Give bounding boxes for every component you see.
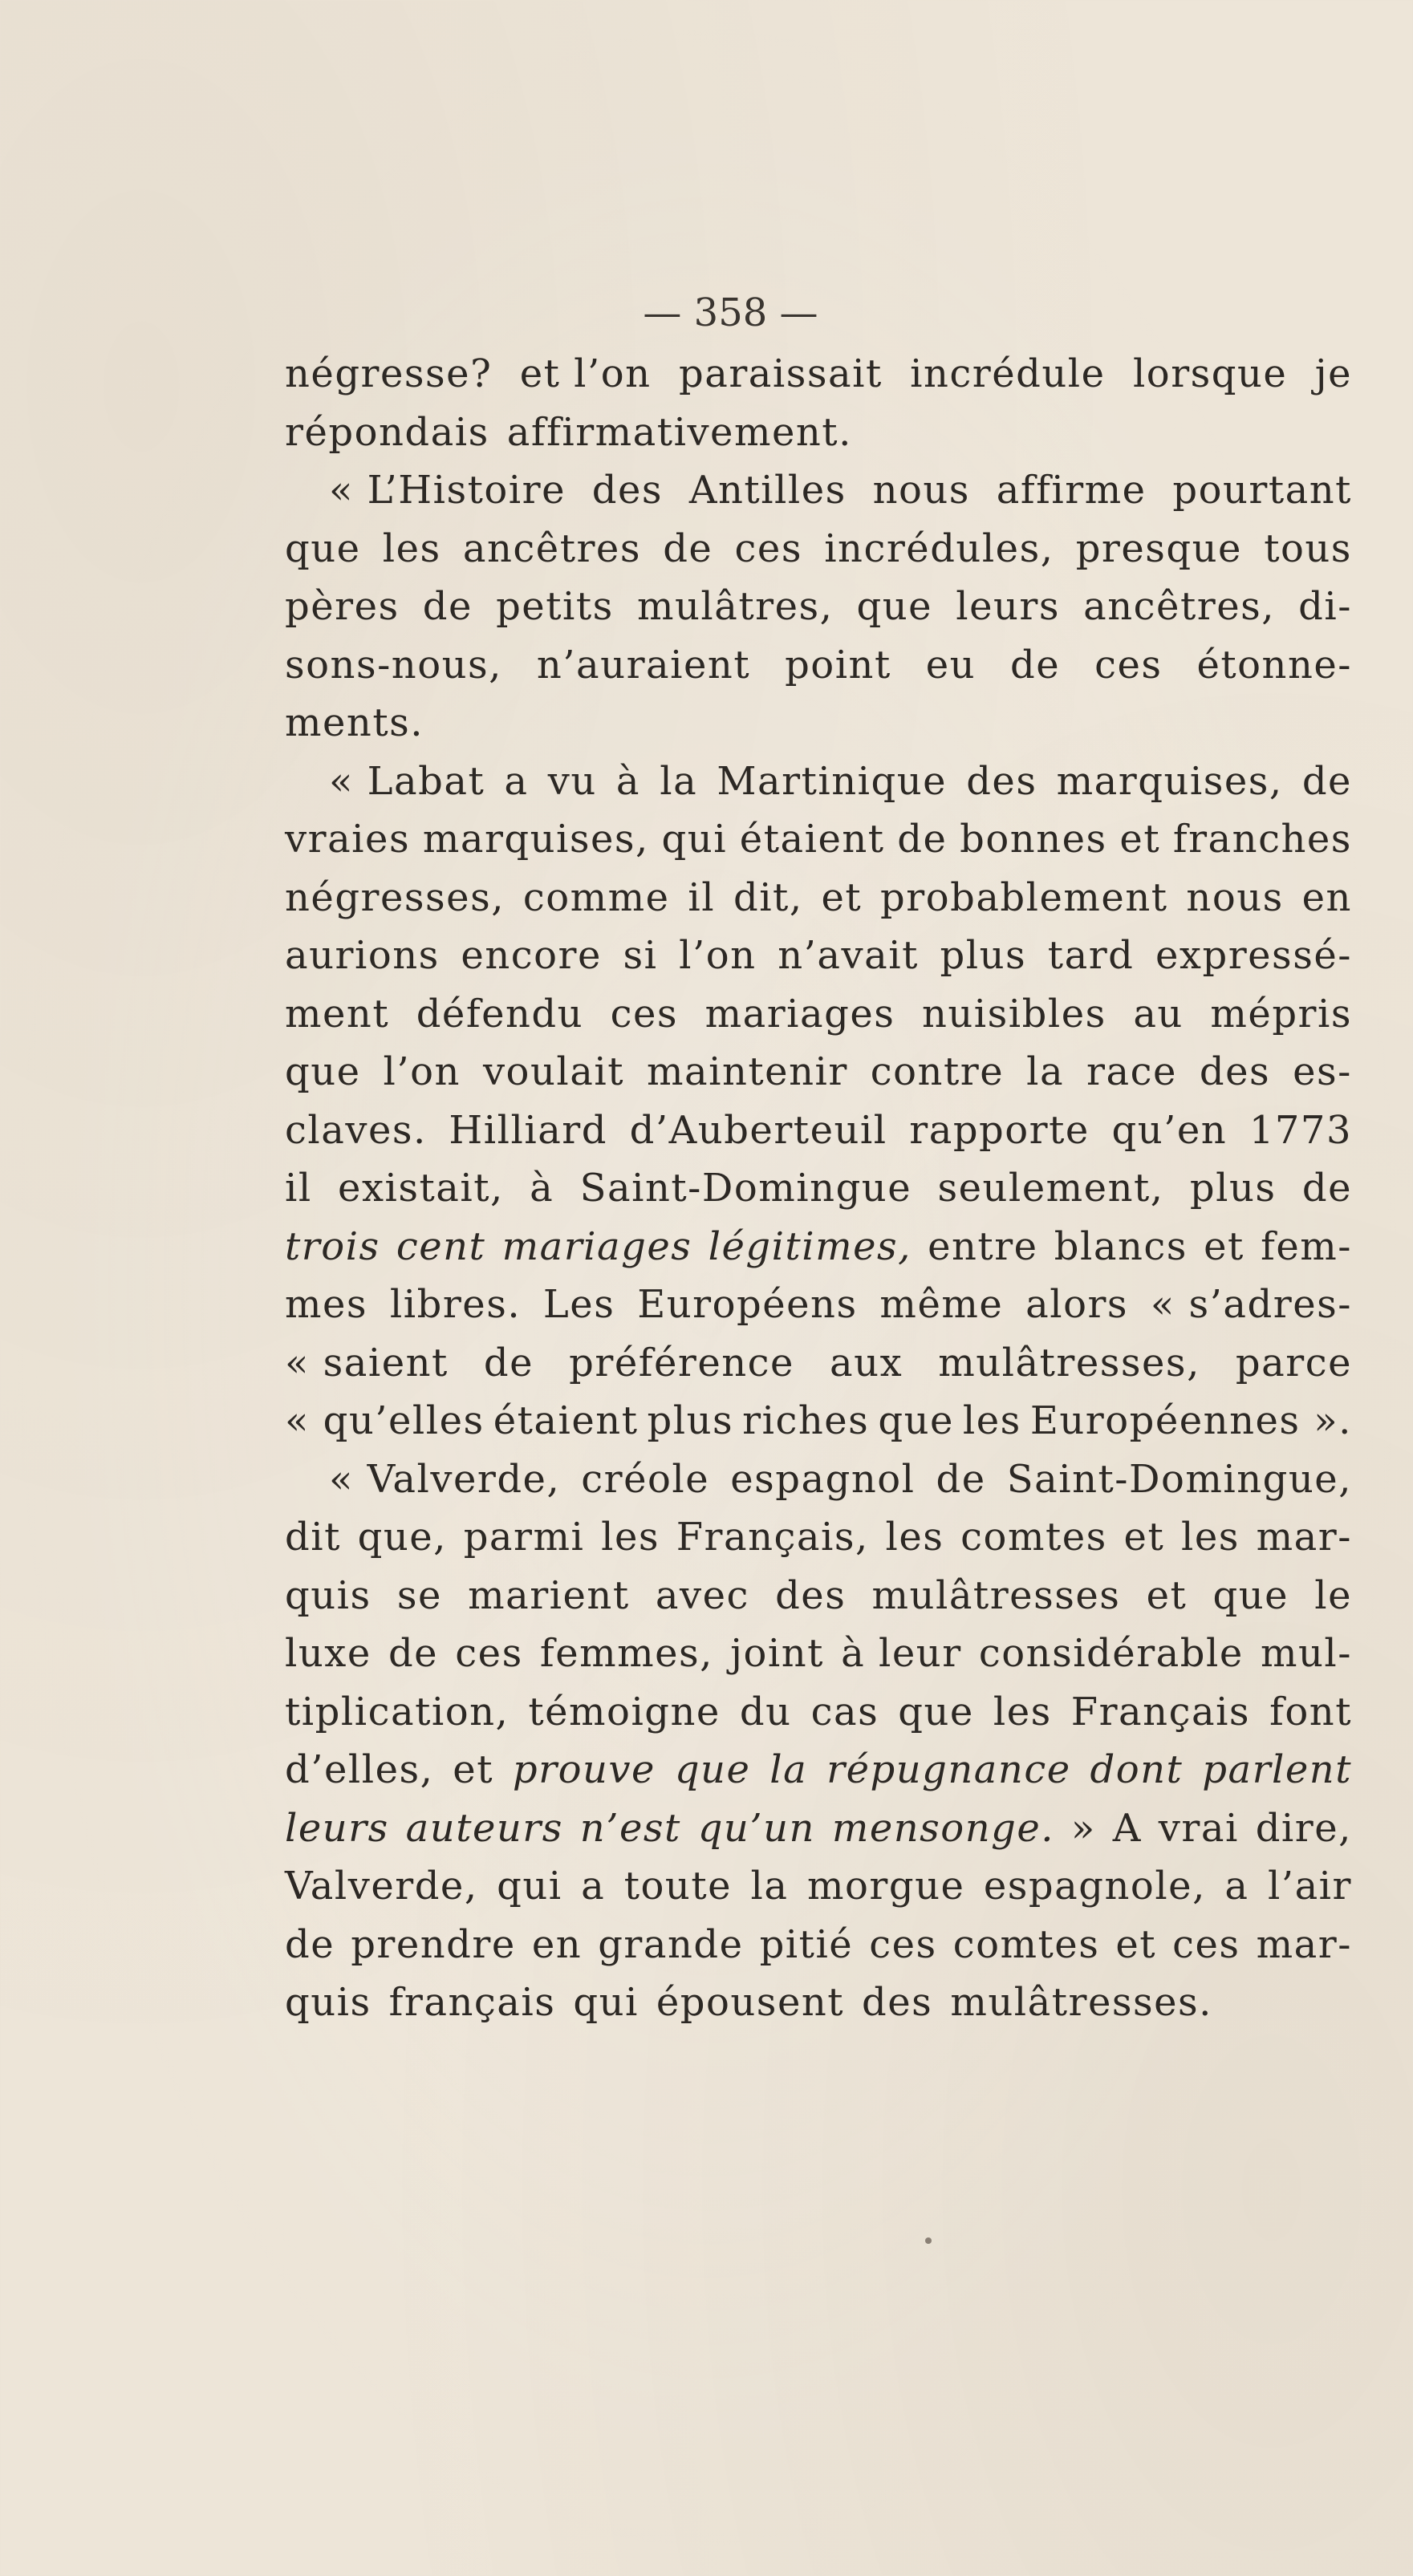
text-line (285, 1334, 1352, 1393)
word: toute (623, 1864, 733, 1909)
word: même (879, 1282, 1004, 1327)
word: marquises, (1056, 758, 1283, 804)
word: créole (581, 1456, 710, 1502)
word: auteurs (405, 1805, 563, 1851)
word: quis (285, 1980, 372, 2025)
word: probablement (880, 874, 1168, 920)
text-line (285, 1101, 1352, 1160)
text-line (285, 927, 1352, 985)
word: plus (940, 933, 1027, 978)
text-line (285, 1799, 1352, 1858)
word: affirme (996, 468, 1147, 513)
word: mépris (1210, 991, 1352, 1036)
word: négresses, (285, 874, 505, 920)
text-line (285, 1916, 1352, 1974)
word: comme (522, 874, 670, 920)
word: l’air (1267, 1864, 1352, 1909)
word: qui (661, 817, 728, 862)
word: étonne- (1196, 642, 1352, 688)
word: de (422, 584, 473, 629)
text-line (285, 1974, 1352, 2032)
word: les (1180, 1515, 1240, 1560)
word: mes (285, 1282, 368, 1327)
word: n’avait (778, 933, 919, 978)
word: joint (730, 1631, 824, 1676)
word: et (453, 1747, 493, 1792)
word: vraies (285, 817, 411, 862)
word: dont (1090, 1747, 1184, 1792)
word: mensonge. (831, 1805, 1054, 1851)
word: Européens (637, 1282, 858, 1327)
word: ancêtres (462, 525, 641, 571)
word: cent (396, 1223, 486, 1269)
word: comtes (960, 1515, 1107, 1560)
word: négresse? (285, 351, 493, 396)
word: marient (468, 1572, 630, 1618)
word: le (1314, 1572, 1352, 1618)
word: parmi (463, 1515, 585, 1560)
word: mulâtresses. (950, 1980, 1212, 2025)
word: di- (1298, 584, 1352, 629)
word: claves. (285, 1107, 427, 1153)
word: « Labat (329, 758, 485, 804)
word: à leur (841, 1631, 962, 1676)
word: Saint-Domingue, (1006, 1456, 1352, 1502)
word: Valverde, (285, 1864, 478, 1909)
text-line (285, 810, 1352, 869)
word: a (1224, 1864, 1249, 1909)
word: d’Auberteuil (629, 1107, 887, 1153)
word: mariages (704, 991, 895, 1036)
word: tous (1264, 525, 1352, 571)
word: ments. (285, 700, 424, 745)
word: de (663, 525, 713, 571)
word: parlent (1202, 1747, 1352, 1792)
word: femmes, (539, 1631, 713, 1676)
word: témoigne (528, 1689, 721, 1734)
word: mulâtres, (636, 584, 834, 629)
word: au (1133, 991, 1184, 1036)
word: français (388, 1980, 556, 2025)
word: des (966, 758, 1037, 804)
word: les (382, 525, 441, 571)
word: plus (1189, 1166, 1277, 1211)
word: sons-nous, (285, 642, 502, 688)
word: morgue (806, 1864, 965, 1909)
text-line (285, 404, 1352, 462)
word: mar- (1256, 1921, 1352, 1967)
word: en (1301, 874, 1352, 920)
word: « saient (285, 1340, 449, 1385)
word: et (1146, 1572, 1188, 1618)
word: font (1269, 1689, 1352, 1734)
text-line (285, 1218, 1352, 1276)
word: qui (497, 1864, 562, 1909)
word: et (1204, 1223, 1244, 1269)
word: seulement, (937, 1166, 1164, 1211)
word: » (1070, 1805, 1096, 1851)
word: vrai (1158, 1805, 1239, 1851)
word: voulait (482, 1049, 624, 1094)
word: ces (455, 1631, 523, 1676)
word: du (739, 1689, 792, 1734)
word: pitié (759, 1921, 854, 1967)
word: bonnes (960, 817, 1107, 862)
word: la (769, 1747, 808, 1792)
word: a (504, 758, 529, 804)
word: entre (928, 1223, 1038, 1269)
text-line (285, 636, 1352, 695)
word: tard (1047, 933, 1135, 978)
text-line (285, 1741, 1352, 1799)
word: Martinique (717, 758, 948, 804)
word: lorsque (1132, 351, 1288, 396)
word: libres. (389, 1282, 522, 1327)
text-line (285, 869, 1352, 927)
word: prendre (351, 1921, 516, 1967)
word: alors (1025, 1282, 1129, 1327)
word: prouve (512, 1747, 656, 1792)
word: je (1314, 351, 1352, 396)
word: à (530, 1166, 554, 1211)
word: de (1009, 642, 1061, 688)
word: maintenir (646, 1049, 848, 1094)
word: « s’adres- (1150, 1282, 1352, 1327)
word: mulâtresses, (938, 1340, 1200, 1385)
word: de (388, 1631, 439, 1676)
word: légitimes, (708, 1223, 912, 1269)
word: les (993, 1689, 1052, 1734)
word: 1773 (1249, 1107, 1352, 1153)
word: blancs (1054, 1223, 1188, 1269)
word: et (1123, 1515, 1165, 1560)
word: étaient (739, 817, 885, 862)
word: ancêtres, (1083, 584, 1275, 629)
word: de (1301, 758, 1352, 804)
word: « L’Histoire (329, 468, 566, 513)
word: qu’en (1111, 1107, 1228, 1153)
text-line (285, 1508, 1352, 1567)
word: Saint-Domingue (579, 1166, 912, 1211)
word: A (1112, 1805, 1142, 1851)
text-line (285, 1276, 1352, 1334)
word: considérable (978, 1631, 1244, 1676)
word: si (623, 933, 658, 978)
word: comtes (952, 1921, 1100, 1967)
word: l’on (383, 1049, 461, 1094)
word: d’elles, (285, 1747, 434, 1792)
word: mulâtresses (871, 1572, 1121, 1618)
word: que (285, 1049, 361, 1094)
word: franches (1172, 817, 1352, 862)
text-line (285, 1043, 1352, 1101)
word: nous (1186, 874, 1284, 920)
word: dire, (1255, 1805, 1352, 1851)
text-line (285, 1450, 1352, 1509)
text-line (285, 578, 1352, 636)
word: es- (1293, 1049, 1352, 1094)
word: n’est (579, 1805, 681, 1851)
word: ces (734, 525, 802, 571)
word: leurs (956, 584, 1060, 629)
word: des (775, 1572, 847, 1618)
word: luxe (285, 1631, 372, 1676)
ink-speck (925, 2237, 932, 2244)
word: aux (830, 1340, 903, 1385)
word: la (660, 758, 698, 804)
word: parce (1235, 1340, 1352, 1385)
word: vu (547, 758, 597, 804)
word: qui (573, 1980, 639, 2025)
word: Français, (676, 1515, 869, 1560)
word: et l’on (519, 351, 652, 396)
word: l’on (679, 933, 757, 978)
word: encore (461, 933, 602, 978)
word: espagnol (730, 1456, 916, 1502)
word: que (898, 1689, 974, 1734)
word: et (1115, 1921, 1157, 1967)
word: riches (742, 1398, 870, 1443)
word: petits (496, 584, 614, 629)
word: expressé- (1155, 933, 1352, 978)
word: incrédule (910, 351, 1106, 396)
word: incrédules, (824, 525, 1054, 571)
word: quis (285, 1572, 372, 1618)
word: plus (647, 1398, 734, 1443)
text-line (285, 1392, 1352, 1450)
text-line (285, 1159, 1352, 1218)
word: nous (872, 468, 970, 513)
word: grande (598, 1921, 744, 1967)
word: que (674, 1747, 751, 1792)
word: mul- (1260, 1631, 1352, 1676)
word: ces (1094, 642, 1163, 688)
word: trois (285, 1223, 380, 1269)
word: défendu (416, 991, 584, 1036)
word: aurions (285, 933, 440, 978)
word: en (531, 1921, 583, 1967)
word: avec (655, 1572, 749, 1618)
word: de (285, 1921, 335, 1967)
text-line (285, 753, 1352, 811)
word: contre (870, 1049, 1005, 1094)
word: des (862, 1980, 933, 2025)
word: de (1301, 1166, 1352, 1211)
page-number: — 358 — (643, 290, 818, 335)
word: fem- (1261, 1223, 1352, 1269)
word: de (897, 817, 948, 862)
word: dit (285, 1515, 341, 1560)
word: que (1212, 1572, 1289, 1618)
text-line (285, 520, 1352, 578)
word: épousent (656, 1980, 845, 2025)
word: qu’un (697, 1805, 815, 1851)
word: affirmativement. (506, 409, 852, 455)
text-line (285, 985, 1352, 1044)
text-line (285, 461, 1352, 520)
word: ces (869, 1921, 937, 1967)
word: à (615, 758, 641, 804)
word: mar- (1256, 1515, 1352, 1560)
word: n’auraient (536, 642, 751, 688)
text-line (285, 1567, 1352, 1625)
word: existait, (338, 1166, 504, 1211)
word: pourtant (1172, 468, 1352, 513)
word: préférence (569, 1340, 794, 1385)
word: marquises, (422, 817, 649, 862)
word: et (821, 874, 863, 920)
text-line (285, 345, 1352, 404)
word: eu (925, 642, 977, 688)
word: cas (810, 1689, 879, 1734)
word: que (285, 525, 361, 571)
word: que, (357, 1515, 447, 1560)
word: ment (285, 991, 390, 1036)
body-text (285, 345, 1352, 2032)
word: a (581, 1864, 606, 1909)
word: des (591, 468, 664, 513)
word: pères (285, 584, 400, 629)
word: les (885, 1515, 944, 1560)
word: Les (542, 1282, 615, 1327)
text-line (285, 1683, 1352, 1742)
word: répondais (285, 409, 489, 455)
word: tiplication, (285, 1689, 510, 1734)
word: il (688, 874, 716, 920)
word: Européennes ». (1029, 1398, 1352, 1443)
word: nuisibles (921, 991, 1106, 1036)
word: et (1119, 817, 1161, 862)
word: de (483, 1340, 534, 1385)
text-line (285, 1857, 1352, 1916)
word: que (856, 584, 933, 629)
word: étaient (493, 1398, 639, 1443)
word: espagnole, (983, 1864, 1206, 1909)
word: « Valverde, (329, 1456, 561, 1502)
word: de (936, 1456, 986, 1502)
word: paraissait (678, 351, 883, 396)
word: ces (1172, 1921, 1240, 1967)
word: Antilles (688, 468, 847, 513)
word: ces (610, 991, 679, 1036)
word: la (1026, 1049, 1065, 1094)
word: répugnance (826, 1747, 1071, 1792)
word: dit, (733, 874, 803, 920)
word: « qu’elles (285, 1398, 485, 1443)
word: se (396, 1572, 442, 1618)
word: des (1199, 1049, 1271, 1094)
word: presque (1075, 525, 1242, 571)
word: la (750, 1864, 789, 1909)
text-line (285, 1625, 1352, 1683)
word: mariages (501, 1223, 692, 1269)
word: rapporte (909, 1107, 1090, 1153)
word: les (962, 1398, 1021, 1443)
text-line (285, 694, 1352, 753)
word: Hilliard (449, 1107, 607, 1153)
word: Français (1070, 1689, 1251, 1734)
word: race (1086, 1049, 1177, 1094)
word: il (285, 1166, 312, 1211)
word: que (878, 1398, 954, 1443)
word: leurs (285, 1805, 389, 1851)
word: point (785, 642, 891, 688)
word: les (601, 1515, 660, 1560)
